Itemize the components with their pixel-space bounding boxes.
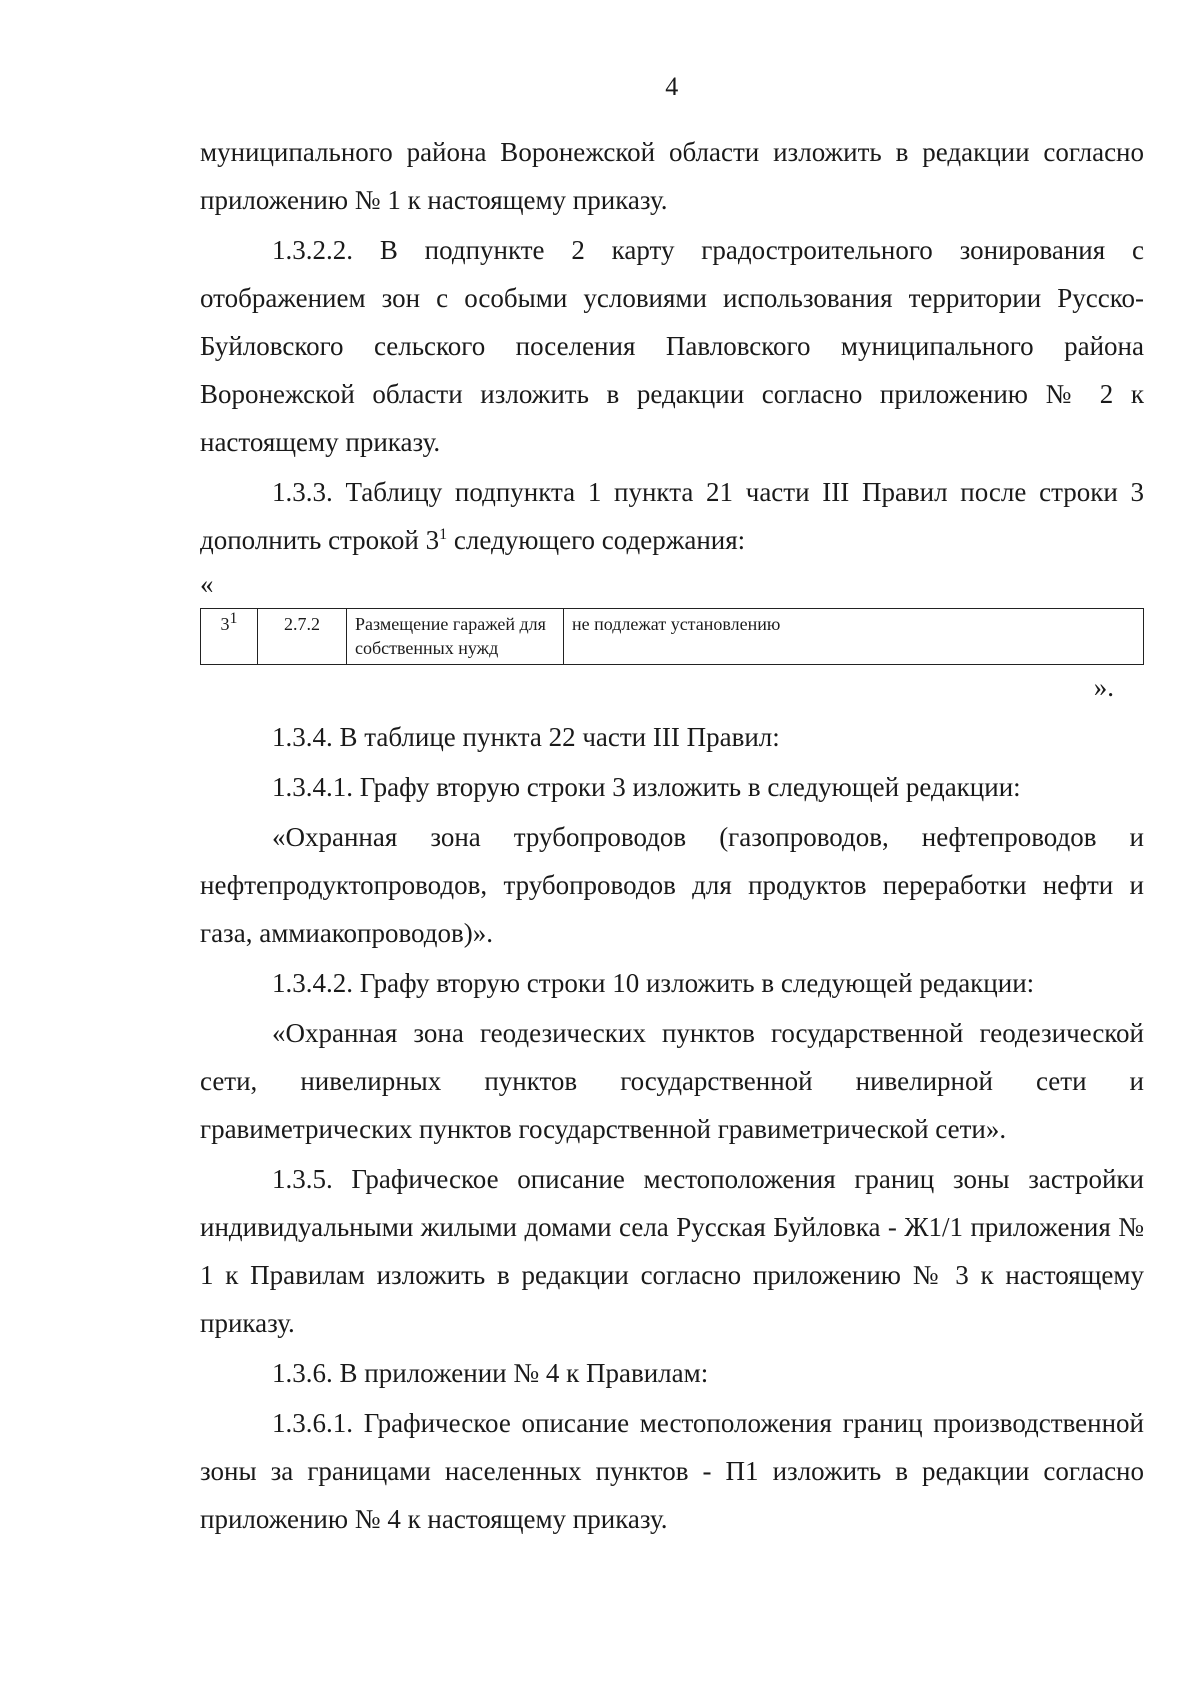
row-number-superscript: 1 <box>229 610 238 627</box>
amendment-table <box>200 608 1144 665</box>
paragraph-1-3-6: 1.3.6. В приложении № 4 к Правилам: <box>272 1358 709 1388</box>
table-cell-row-number <box>201 609 258 665</box>
quote-open-mark: « <box>200 569 214 599</box>
paragraph-1-3-6-1: 1.3.6.1. Графическое описание местоположения границ производственной зоны за границами населенных пунктов - П1 изложить в редакции согласно приложению № 4 к настоящему приказу. <box>200 1408 1144 1534</box>
paragraph-1-3-4: 1.3.4. В таблице пункта 22 части III Правил: <box>272 722 780 752</box>
table-cell-value: не подлежат установлению <box>564 609 1144 665</box>
paragraph-1-3-3-text: 1.3.3. Таблицу подпункта 1 пункта 21 части III Правил после строки 3 дополнить строкой 3 <box>200 477 1144 555</box>
quote-close-mark: ». <box>1093 672 1114 702</box>
paragraph-1-3-3-superscript: 1 <box>439 526 448 543</box>
paragraph-1-3-4-1: 1.3.4.1. Графу вторую строки 3 изложить в следующей редакции: <box>272 772 1021 802</box>
document-page <box>200 60 1144 1543</box>
paragraph-quote-pipelines: «Охранная зона трубопроводов (газопроводов, нефтепроводов и нефтепродуктопроводов, трубопроводов для продуктов переработки нефти и газа, аммиакопроводов)». <box>200 822 1144 948</box>
paragraph-1-3-3 <box>200 468 1144 564</box>
paragraph-1-3-3-text-end: следующего содержания: <box>447 525 746 555</box>
paragraph-1-3-2-2: 1.3.2.2. В подпункте 2 карту градостроительного зонирования с отображением зон с особыми условиями использования территории Русско-Буйловского сельского поселения Павловского муниципального района Воронежской области изложить в редакции согласно приложению № 2 к настоящему приказу. <box>200 235 1144 457</box>
table-cell-name: Размещение гаражей для собственных нужд <box>347 609 564 665</box>
row-number: 3 <box>220 614 230 634</box>
page-number: 4 <box>665 72 679 101</box>
paragraph-quote-geodetic: «Охранная зона геодезических пунктов государственной геодезической сети, нивелирных пунктов государственной нивелирной сети и гравиметрических пунктов государственной гравиметрической сети». <box>200 1018 1144 1144</box>
paragraph-1-3-5: 1.3.5. Графическое описание местоположения границ зоны застройки индивидуальными жилыми домами села Русская Буйловка - Ж1/1 приложения № 1 к Правилам изложить в редакции согласно приложению № 3 к настоящему приказу. <box>200 1164 1144 1338</box>
paragraph-continuation: муниципального района Воронежской области изложить в редакции согласно приложению № 1 к настоящему приказу. <box>200 137 1144 215</box>
table-cell-code: 2.7.2 <box>258 609 347 665</box>
paragraph-1-3-4-2: 1.3.4.2. Графу вторую строки 10 изложить в следующей редакции: <box>272 968 1035 998</box>
table-row <box>201 609 1144 665</box>
